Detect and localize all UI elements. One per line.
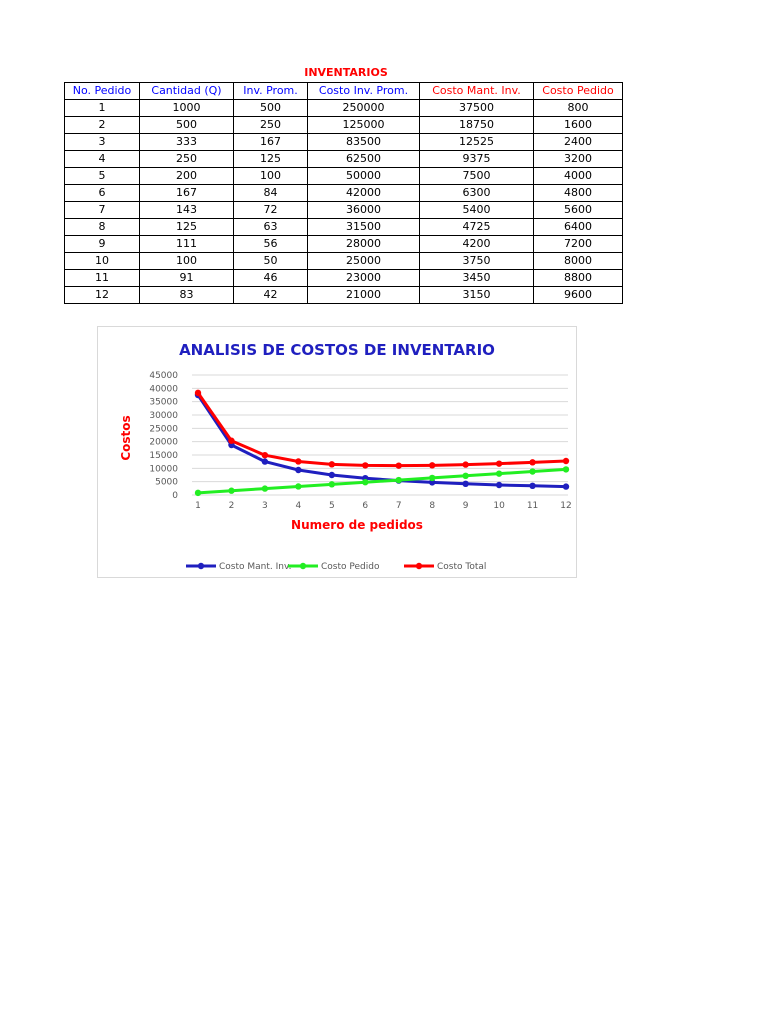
table-cell: 63 [234, 219, 308, 236]
table-cell: 3450 [420, 270, 534, 287]
x-tick-label: 6 [362, 501, 369, 511]
table-cell: 1 [65, 100, 140, 117]
data-point [563, 458, 569, 464]
data-point [563, 466, 569, 472]
data-point [228, 438, 234, 444]
table-row [65, 100, 623, 117]
data-point [195, 390, 201, 396]
chart-title: ANALISIS DE COSTOS DE INVENTARIO [179, 341, 495, 359]
chart-gridlines [192, 375, 568, 495]
data-point [496, 482, 502, 488]
table-cell: 31500 [308, 219, 420, 236]
table-header-row [65, 83, 623, 100]
table-row [65, 270, 623, 287]
data-point [529, 459, 535, 465]
table-cell: 28000 [308, 236, 420, 253]
header-inv-prom: Inv. Prom. [234, 83, 308, 100]
data-point [295, 467, 301, 473]
table-cell: 9600 [534, 287, 623, 304]
table-cell: 4200 [420, 236, 534, 253]
table-cell: 4725 [420, 219, 534, 236]
y-tick-label: 5000 [155, 477, 178, 488]
table-cell: 2400 [534, 134, 623, 151]
data-point [462, 461, 468, 467]
table-cell: 800 [534, 100, 623, 117]
table-cell: 23000 [308, 270, 420, 287]
table-cell: 143 [140, 202, 234, 219]
table-cell: 6300 [420, 185, 534, 202]
table-cell: 3750 [420, 253, 534, 270]
x-axis-title: Numero de pedidos [291, 518, 423, 532]
table-cell: 100 [140, 253, 234, 270]
chart-container [97, 326, 577, 578]
table-cell: 62500 [308, 151, 420, 168]
data-point [462, 481, 468, 487]
table-cell: 500 [140, 117, 234, 134]
table-body [65, 100, 623, 304]
data-point [462, 473, 468, 479]
data-point [295, 458, 301, 464]
table-cell: 50000 [308, 168, 420, 185]
table-cell: 8000 [534, 253, 623, 270]
table-cell: 72 [234, 202, 308, 219]
table-cell: 37500 [420, 100, 534, 117]
y-tick-label: 30000 [149, 411, 178, 421]
table-cell: 3 [65, 134, 140, 151]
data-point [362, 462, 368, 468]
y-tick-label: 25000 [149, 424, 178, 435]
x-tick-label: 10 [493, 501, 505, 511]
table-cell: 5 [65, 168, 140, 185]
legend-label: Costo Total [437, 562, 487, 572]
x-tick-label: 3 [262, 501, 268, 511]
table-cell: 12 [65, 287, 140, 304]
y-axis-ticks [149, 371, 178, 501]
table-cell: 3200 [534, 151, 623, 168]
table-cell: 4 [65, 151, 140, 168]
table-title: INVENTARIOS [304, 66, 388, 79]
data-point [563, 483, 569, 489]
table-cell: 7500 [420, 168, 534, 185]
inventory-table [64, 82, 623, 304]
x-tick-label: 2 [228, 501, 235, 511]
data-point [429, 475, 435, 481]
y-tick-label: 20000 [149, 437, 178, 448]
table-cell: 11 [65, 270, 140, 287]
chart-svg [98, 327, 576, 577]
data-point [262, 452, 268, 458]
data-point [262, 458, 268, 464]
table-cell: 25000 [308, 253, 420, 270]
table-cell: 3150 [420, 287, 534, 304]
table-row [65, 134, 623, 151]
table-cell: 10 [65, 253, 140, 270]
x-tick-label: 1 [195, 501, 201, 511]
table-cell: 21000 [308, 287, 420, 304]
legend-swatch-marker [300, 563, 306, 569]
legend-label: Costo Mant. Inv. [219, 562, 292, 572]
table-row [65, 219, 623, 236]
data-point [429, 462, 435, 468]
x-tick-label: 8 [429, 501, 436, 511]
data-point [496, 460, 502, 466]
data-point [329, 461, 335, 467]
table-cell: 200 [140, 168, 234, 185]
x-tick-label: 11 [526, 501, 539, 511]
table-cell: 167 [234, 134, 308, 151]
data-point [228, 488, 234, 494]
table-cell: 5600 [534, 202, 623, 219]
table-cell: 83500 [308, 134, 420, 151]
table-cell: 6400 [534, 219, 623, 236]
data-point [396, 477, 402, 483]
table-cell: 167 [140, 185, 234, 202]
x-tick-label: 5 [328, 501, 335, 511]
data-point [195, 490, 201, 496]
table-cell: 100 [234, 168, 308, 185]
table-cell: 6 [65, 185, 140, 202]
x-tick-label: 12 [560, 501, 572, 511]
table-cell: 8 [65, 219, 140, 236]
table-cell: 125 [140, 219, 234, 236]
y-tick-label: 45000 [149, 371, 178, 381]
table-cell: 250 [234, 117, 308, 134]
table-row [65, 287, 623, 304]
table-cell: 5400 [420, 202, 534, 219]
table-cell: 7200 [534, 236, 623, 253]
table-cell: 8800 [534, 270, 623, 287]
data-point [295, 483, 301, 489]
table-cell: 125000 [308, 117, 420, 134]
table-row [65, 202, 623, 219]
data-point [396, 462, 402, 468]
table-cell: 9 [65, 236, 140, 253]
table-cell: 36000 [308, 202, 420, 219]
table-cell: 500 [234, 100, 308, 117]
table-cell: 42000 [308, 185, 420, 202]
table-cell: 83 [140, 287, 234, 304]
table-cell: 56 [234, 236, 308, 253]
header-costo-mant-inv: Costo Mant. Inv. [420, 83, 534, 100]
legend-swatch-marker [198, 563, 204, 569]
x-tick-label: 7 [395, 501, 402, 511]
y-axis-title: Costos [119, 415, 133, 461]
table-cell: 111 [140, 236, 234, 253]
table-cell: 250 [140, 151, 234, 168]
table-cell: 91 [140, 270, 234, 287]
data-point [529, 468, 535, 474]
table-cell: 46 [234, 270, 308, 287]
table-cell: 50 [234, 253, 308, 270]
table-cell: 4000 [534, 168, 623, 185]
header-cantidad: Cantidad (Q) [140, 83, 234, 100]
y-tick-label: 35000 [149, 397, 178, 408]
data-point [262, 485, 268, 491]
legend-swatch-marker [416, 563, 422, 569]
data-point [362, 479, 368, 485]
table-cell: 12525 [420, 134, 534, 151]
table-row [65, 168, 623, 185]
table-cell: 42 [234, 287, 308, 304]
x-tick-label: 9 [462, 501, 469, 511]
header-no-pedido: No. Pedido [65, 83, 140, 100]
table-row [65, 151, 623, 168]
table-cell: 18750 [420, 117, 534, 134]
header-costo-inv-prom: Costo Inv. Prom. [308, 83, 420, 100]
y-tick-label: 0 [172, 491, 178, 501]
x-axis-ticks [195, 501, 572, 511]
table-row [65, 236, 623, 253]
table-row [65, 253, 623, 270]
series-line [198, 469, 566, 492]
chart-legend [186, 562, 486, 572]
table-row [65, 117, 623, 134]
x-tick-label: 4 [295, 501, 302, 511]
y-tick-label: 15000 [149, 451, 178, 461]
data-point [529, 483, 535, 489]
table-cell: 4800 [534, 185, 623, 202]
table-cell: 2 [65, 117, 140, 134]
data-point [329, 472, 335, 478]
table-cell: 1000 [140, 100, 234, 117]
table-cell: 333 [140, 134, 234, 151]
table-cell: 9375 [420, 151, 534, 168]
legend-label: Costo Pedido [321, 562, 380, 572]
table-cell: 84 [234, 185, 308, 202]
header-costo-pedido: Costo Pedido [534, 83, 623, 100]
data-point [496, 470, 502, 476]
table-cell: 250000 [308, 100, 420, 117]
table-cell: 1600 [534, 117, 623, 134]
y-tick-label: 10000 [149, 464, 178, 475]
chart-series [195, 390, 569, 496]
data-point [329, 481, 335, 487]
table-cell: 125 [234, 151, 308, 168]
table-cell: 7 [65, 202, 140, 219]
y-tick-label: 40000 [149, 384, 178, 395]
table-row [65, 185, 623, 202]
